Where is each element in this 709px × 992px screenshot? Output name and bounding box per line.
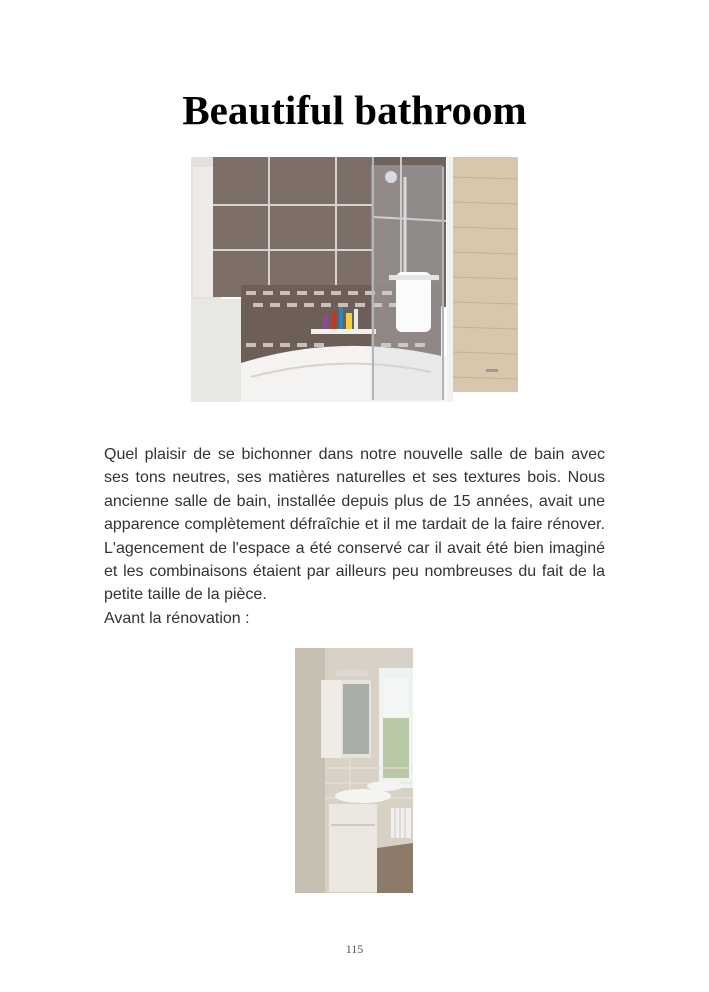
bathroom-after-photo <box>191 157 518 402</box>
body-paragraph: Quel plaisir de se bichonner dans notre nouvelle salle de bain avec ses tons neutres, ses matières naturelles et ses textures bois. Nous ancienne salle de bain, installée depuis plus de 15 années, avait une apparence complètement défraîchie et il me tardait de la faire rénover. L'agencement de l'espace a été conservé car il avait été bien imaginé et les combinaisons étaient par ailleurs peu nombreuses du fait de la petite taille de la pièce. <box>104 446 605 604</box>
page-title: Beautiful bathroom <box>182 87 527 133</box>
bathroom-before-photo <box>295 648 413 893</box>
before-renovation-caption: Avant la rénovation : <box>104 610 250 627</box>
page-number: 115 <box>345 942 364 956</box>
